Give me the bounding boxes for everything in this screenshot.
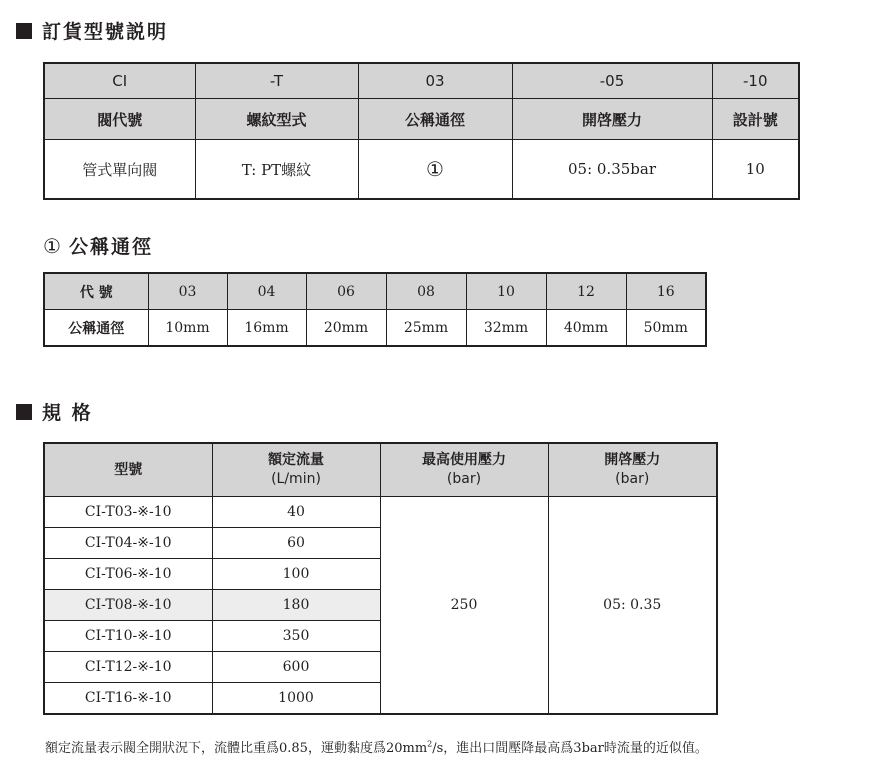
order-value-row bbox=[44, 140, 799, 200]
bore-code-cell: 08 bbox=[386, 273, 466, 310]
spec-section-title-text: 規 格 bbox=[42, 402, 93, 424]
bore-code-cell: 06 bbox=[306, 273, 386, 310]
footnote bbox=[45, 737, 708, 756]
bore-code-cell: 16 bbox=[626, 273, 706, 310]
bore-size-table bbox=[43, 272, 707, 347]
order-value-cell: ① bbox=[358, 140, 512, 200]
spec-header-crack-pressure-unit: (bar) bbox=[615, 471, 650, 487]
spec-header-max-pressure bbox=[380, 443, 548, 497]
order-code-cell: -T bbox=[195, 63, 358, 99]
bore-code-row bbox=[44, 273, 706, 310]
bore-size-cell: 32mm bbox=[466, 310, 546, 347]
bore-code-cell: 04 bbox=[227, 273, 306, 310]
bore-size-cell: 25mm bbox=[386, 310, 466, 347]
order-code-cell: -05 bbox=[512, 63, 712, 99]
bore-size-cell: 50mm bbox=[626, 310, 706, 347]
order-code-table bbox=[43, 62, 800, 200]
spec-section-title bbox=[16, 398, 93, 425]
bore-section-title-text: 公稱通徑 bbox=[68, 236, 153, 258]
spec-flow-cell: 180 bbox=[212, 590, 380, 621]
order-value-cell: 05: 0.35bar bbox=[512, 140, 712, 200]
square-bullet-icon bbox=[16, 23, 32, 39]
spec-flow-cell: 1000 bbox=[212, 683, 380, 715]
bore-size-row bbox=[44, 310, 706, 347]
spec-header-max-pressure-unit: (bar) bbox=[446, 471, 482, 487]
order-code-cell: CI bbox=[44, 63, 195, 99]
spec-model-cell: CI-T10-※-10 bbox=[44, 621, 212, 652]
order-name-cell: 閥代號 bbox=[44, 99, 195, 140]
bore-size-label: 公稱通徑 bbox=[44, 310, 148, 347]
spec-table bbox=[43, 442, 718, 715]
order-code-cell: -10 bbox=[712, 63, 799, 99]
bore-code-cell: 12 bbox=[546, 273, 626, 310]
order-code-row bbox=[44, 63, 799, 99]
spec-model-cell: CI-T16-※-10 bbox=[44, 683, 212, 715]
spec-crack-pressure-cell: 05: 0.35 bbox=[548, 497, 717, 715]
spec-header-flow bbox=[212, 443, 380, 497]
table-row bbox=[44, 497, 717, 528]
bore-section-title bbox=[43, 232, 153, 259]
square-bullet-icon bbox=[16, 404, 32, 420]
bore-section-mark: ① bbox=[43, 233, 61, 258]
order-name-cell: 開啓壓力 bbox=[512, 99, 712, 140]
spec-model-cell: CI-T03-※-10 bbox=[44, 497, 212, 528]
spec-header-flow-label: 額定流量 bbox=[268, 452, 324, 468]
spec-model-cell: CI-T08-※-10 bbox=[44, 590, 212, 621]
spec-flow-cell: 600 bbox=[212, 652, 380, 683]
spec-header-model: 型號 bbox=[44, 443, 212, 497]
order-name-cell: 公稱通徑 bbox=[358, 99, 512, 140]
spec-max-pressure-cell: 250 bbox=[380, 497, 548, 715]
spec-flow-cell: 60 bbox=[212, 528, 380, 559]
spec-header-row bbox=[44, 443, 717, 497]
spec-header-crack-pressure bbox=[548, 443, 717, 497]
order-code-cell: 03 bbox=[358, 63, 512, 99]
bore-size-cell: 16mm bbox=[227, 310, 306, 347]
spec-flow-cell: 40 bbox=[212, 497, 380, 528]
order-name-cell: 螺紋型式 bbox=[195, 99, 358, 140]
order-section-title-text: 訂貨型號説明 bbox=[42, 21, 169, 43]
footnote-text-after: /s，進出口間壓降最高爲3bar時流量的近似值。 bbox=[432, 741, 708, 756]
spec-model-cell: CI-T06-※-10 bbox=[44, 559, 212, 590]
bore-size-cell: 40mm bbox=[546, 310, 626, 347]
bore-size-cell: 10mm bbox=[148, 310, 227, 347]
spec-header-crack-pressure-label: 開啓壓力 bbox=[604, 452, 661, 468]
order-value-cell: T: PT螺紋 bbox=[195, 140, 358, 200]
bore-code-cell: 03 bbox=[148, 273, 227, 310]
bore-code-label: 代 號 bbox=[44, 273, 148, 310]
spec-header-max-pressure-label: 最高使用壓力 bbox=[422, 452, 506, 468]
spec-flow-cell: 100 bbox=[212, 559, 380, 590]
footnote-text-before: 額定流量表示閥全開狀況下，流體比重爲0.85，運動黏度爲20mm bbox=[45, 741, 428, 756]
order-value-cell: 10 bbox=[712, 140, 799, 200]
spec-model-cell: CI-T04-※-10 bbox=[44, 528, 212, 559]
bore-size-cell: 20mm bbox=[306, 310, 386, 347]
spec-flow-cell: 350 bbox=[212, 621, 380, 652]
order-value-cell: 管式單向閥 bbox=[44, 140, 195, 200]
order-name-cell: 設計號 bbox=[712, 99, 799, 140]
footnote-superscript: 2 bbox=[427, 739, 433, 749]
order-section-title bbox=[16, 17, 168, 44]
spec-model-cell: CI-T12-※-10 bbox=[44, 652, 212, 683]
spec-header-flow-unit: (L/min) bbox=[271, 471, 321, 487]
order-name-row bbox=[44, 99, 799, 140]
bore-code-cell: 10 bbox=[466, 273, 546, 310]
